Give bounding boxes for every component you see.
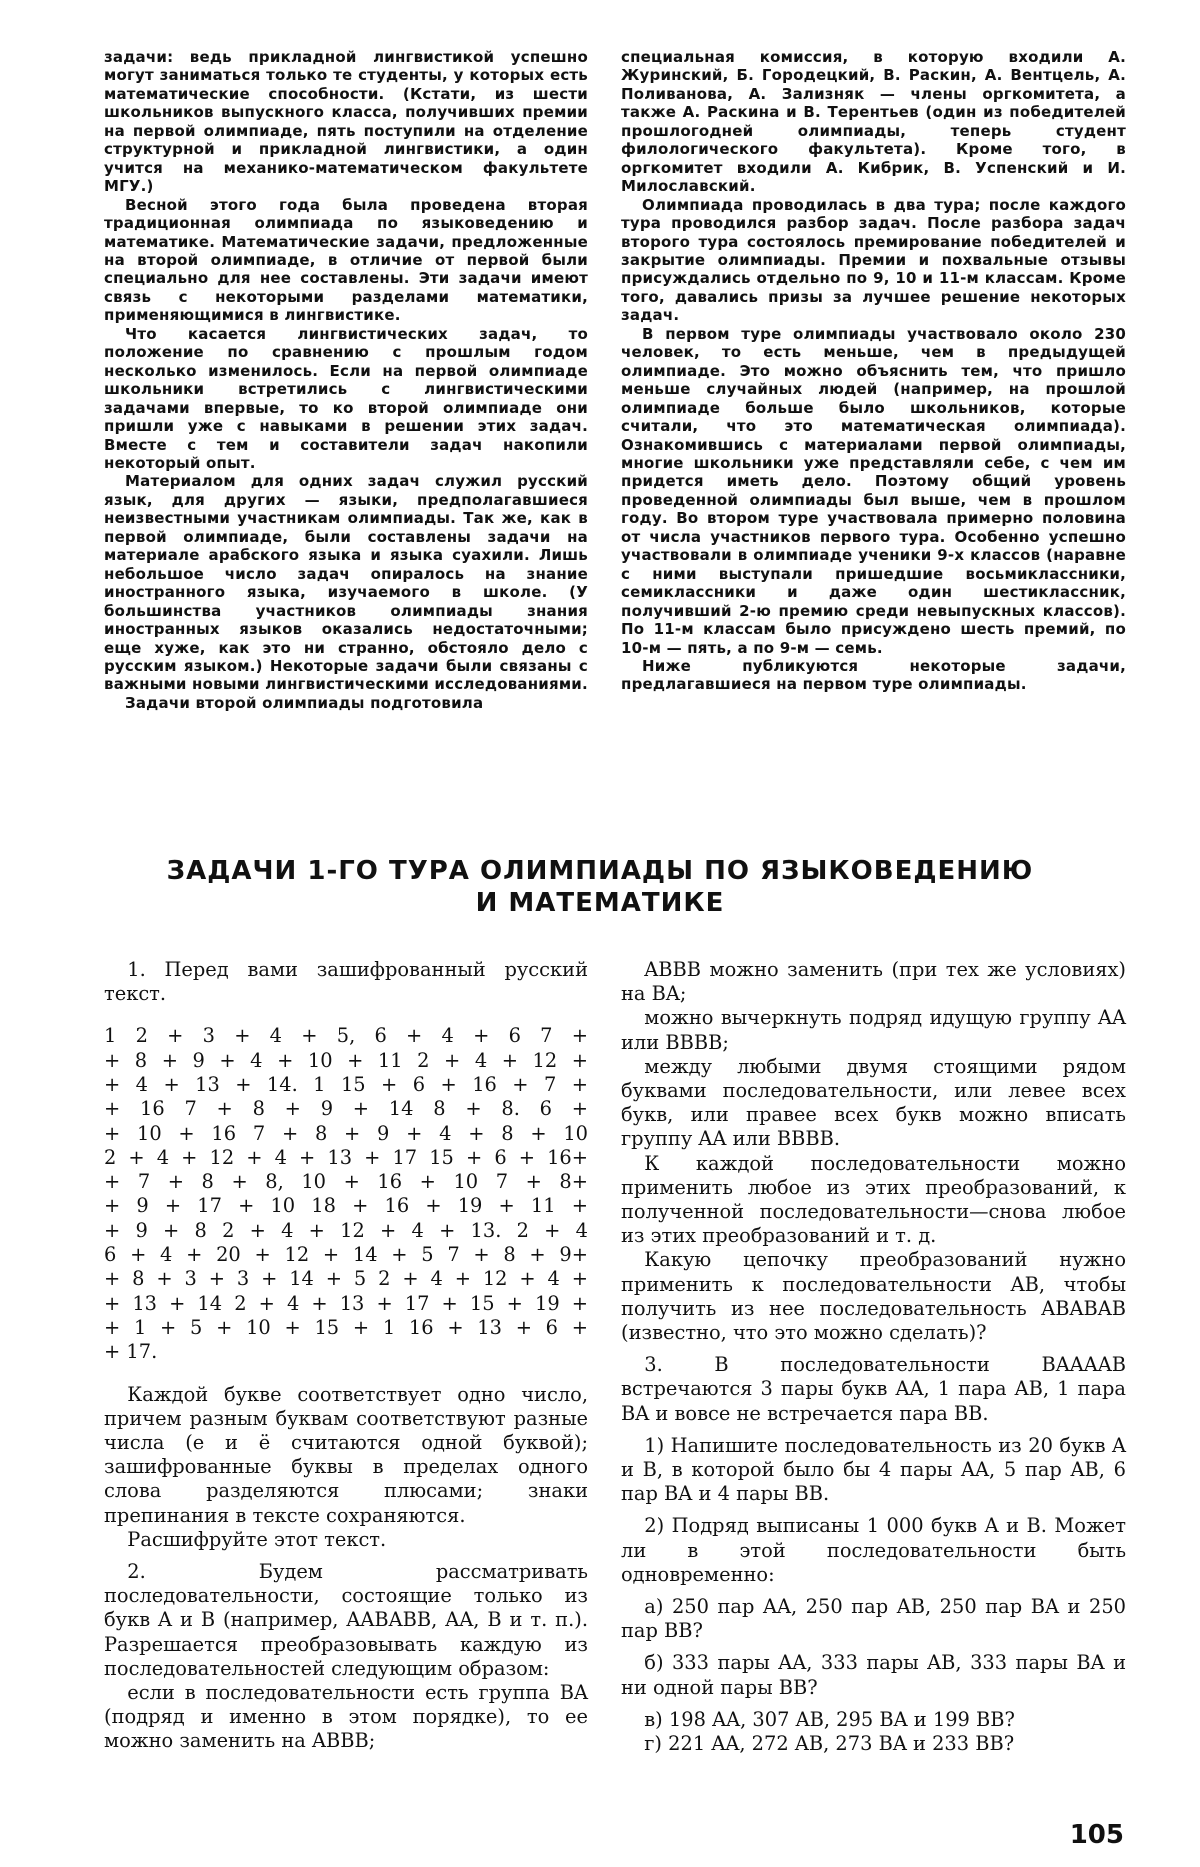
cipher-line: + 9 + 17 + 10 18 + 16 + 19 + 11 + — [104, 1194, 588, 1218]
task2-rule-4: между любыми двумя стоящими рядом буквами последовательности, или левее всех букв, или правее всех букв можно вписать группу AA или BBBB. — [621, 1054, 1126, 1151]
task1-question: Расшифруйте этот текст. — [127, 1527, 387, 1551]
intro-paragraph: Ниже публикуются некоторые задачи, предлагавшиеся на первом туре олимпиады. — [621, 656, 1126, 694]
intro-left-column — [104, 48, 588, 712]
intro-paragraph: задачи: ведь прикладной лингвистикой успешно могут заниматься только те студенты, у которых есть математические способности. (Кстати, из шести школьников выпускного класса, получивших премии на первой олимпиаде, пять поступили на отделение структурной и прикладной лингвистики, а один учится на механико-математическом факультете МГУ.) — [104, 48, 588, 196]
task1-rule: Каждой букве соответствует одно число, причем разным буквам соответствуют разные числа (е и ё считаются одной буквой); зашифрованные буквы в пределах одного слова разделяются плюсами; знаки препинания в тексте сохраняются. — [104, 1382, 588, 1527]
cipher-line: 6 + 4 + 20 + 12 + 14 + 5 7 + 8 + 9+ — [104, 1243, 588, 1267]
task2-rule-3: можно вычеркнуть подряд идущую группу AA или BBBB; — [621, 1006, 1126, 1054]
section-title — [150, 855, 1050, 919]
cipher-line: + 4 + 13 + 14. 1 15 + 6 + 16 + 7 + — [104, 1073, 588, 1096]
task3-option-c: в) 198 AA, 307 AB, 295 BA и 199 BB? — [644, 1707, 1015, 1731]
intro-paragraph: В первом туре олимпиады участвовало около 230 человек, то есть меньше, чем в предыдущей олимпиаде. Это можно объяснить тем, что пришло меньше случайных людей (например, на прошлой олимпиаде больше было школьников, которые считали, что это математическая олимпиада). Ознакомившись с материалами первой олимпиады, многие школьники уже представляли себе, с чем им придется иметь дело. Поэтому общий уровень проведенной олимпиады был выше, чем в прошлом году. Во втором туре участвовала примерно половина от числа участников первого тура. Особенно успешно участвовали в олимпиаде ученики 9-х классов (наравне с ними выступали пришедшие восьмиклассники, семиклассники и даже один шестиклассник, получивший 2-ю премию среди невыпускных классов). По 11-м классам было присуждено шесть премий, по 10-м — пять, а по 9-м — семь. — [621, 324, 1126, 657]
cipher-line: + 8 + 9 + 4 + 10 + 11 2 + 4 + 12 + — [104, 1048, 588, 1072]
cipher-line: + 10 + 16 7 + 8 + 9 + 4 + 8 + 10 — [104, 1121, 588, 1145]
intro-right-column — [621, 48, 1126, 694]
intro-paragraph: Материалом для одних задач служил русский язык, для других — языки, предполагавшиеся неизвестными участникам олимпиады. Так же, как в первой олимпиаде, были составлены задачи на материале арабского языка и языка суахили. Лишь небольшое число задач опиралось на знание иностранного языка, изучаемого в школе. (У большинства участников олимпиады знания иностранных языков оказались недостаточными; еще хуже, как это ни странно, обстояло дело с русским языком.) Некоторые задачи были связаны с важными новыми лингвистическими исследованиями. — [104, 472, 588, 694]
tasks-left-column — [104, 958, 588, 1754]
intro-paragraph: Задачи второй олимпиады подготовила — [125, 693, 484, 712]
task2-intro: 2. Будем рассматривать последовательности, состоящие только из букв A и B (например, AABABB, AA, B и т. п.). Разрешается преобразовывать каждую из последовательностей следующим образом: — [104, 1559, 588, 1680]
section-title-line-1: ЗАДАЧИ 1-ГО ТУРА ОЛИМПИАДЫ ПО ЯЗЫКОВЕДЕНИЮ — [166, 856, 1034, 886]
cipher-line: + 16 7 + 8 + 9 + 14 8 + 8. 6 + — [104, 1097, 588, 1121]
intro-paragraph: Что касается лингвистических задач, то положение по сравнению с прошлым годом несколько изменилось. Если на первой олимпиаде школьники встретились с лингвистическими задачами впервые, то ко второй олимпиаде они пришли уже с навыками в решении этих задач. Вместе с тем и составители задач накопили некоторый опыт. — [104, 324, 588, 472]
task3-question-2: 2) Подряд выписаны 1 000 букв A и B. Может ли в этой последовательности быть одновременно: — [621, 1514, 1126, 1586]
cipher-line: 1 2 + 3 + 4 + 5, 6 + 4 + 6 7 + — [104, 1024, 588, 1048]
intro-paragraph: Олимпиада проводилась в два тура; после каждого тура проводился разбор задач. После разбора задач второго тура состоялось премирование победителей и закрытие олимпиады. Премии и похвальные отзывы присуждались отдельно по 9, 10 и 11-м классам. Кроме того, давались призы за лучшее решение некоторых задач. — [621, 195, 1126, 325]
task2-rule-2: ABBB можно заменить (при тех же условиях) на BA; — [621, 958, 1126, 1006]
cipher-line: + 13 + 14 2 + 4 + 13 + 17 + 15 + 19 + — [104, 1291, 588, 1315]
cipher-text — [104, 1024, 588, 1364]
intro-paragraph: Весной этого года была проведена вторая традиционная олимпиада по языковедению и математике. Математические задачи, предложенные на второй олимпиаде, в отличие от первой были специально для нее составлены. Эти задачи имеют связь с некоторыми разделами математики, применяющимися в лингвистике. — [104, 195, 588, 325]
task3-question-1: 1) Напишите последовательность из 20 букв A и B, в которой было бы 4 пары AA, 5 пар AB, 6 пар BA и 4 пары BB. — [621, 1433, 1126, 1506]
task3-option-b: б) 333 пары AA, 333 пары AB, 333 пары BA и ни одной пары BB? — [621, 1651, 1126, 1699]
task2-apply: К каждой последовательности можно применить любое из этих преобразований, к полученной последовательности—снова любое из этих преобразований и т. д. — [621, 1151, 1126, 1248]
page-number: 105 — [1069, 1820, 1124, 1850]
task2-rule-1: если в последовательности есть группа BA (подряд и именно в этом порядке), то ее можно заменить на ABBB; — [104, 1681, 588, 1753]
intro-paragraph: специальная комиссия, в которую входили А. Журинский, Б. Городецкий, В. Раскин, А. Вентцель, А. Поливанова, А. Зализняк — члены оргкомитета, а также А. Раскина и В. Терентьев (один из победителей прошлогодней олимпиады, теперь студент филологического факультета). Кроме того, в оргкомитет входили А. Кибрик, В. Успенский и И. Милославский. — [621, 48, 1126, 196]
cipher-line: 2 + 4 + 12 + 4 + 13 + 17 15 + 6 + 16+ — [104, 1145, 588, 1169]
tasks-right-column — [621, 958, 1126, 1764]
task1-intro: 1. Перед вами зашифрованный русский текст. — [104, 958, 588, 1006]
cipher-line: + 17. — [104, 1340, 158, 1364]
task2-question: Какую цепочку преобразований нужно применить к последовательности AB, чтобы получить из нее последовательность ABABAB (известно, что это можно сделать)? — [621, 1248, 1126, 1345]
cipher-line: + 1 + 5 + 10 + 15 + 1 16 + 13 + 6 + — [104, 1315, 588, 1339]
task3-option-d: г) 221 AA, 272 AB, 273 BA и 233 BB? — [644, 1732, 1015, 1756]
section-title-line-2: И МАТЕМАТИКЕ — [475, 888, 725, 918]
cipher-line: + 9 + 8 2 + 4 + 12 + 4 + 13. 2 + 4 — [104, 1218, 588, 1242]
task3-option-a: а) 250 пар AA, 250 пар AB, 250 пар BA и 250 пар BB? — [621, 1595, 1126, 1643]
cipher-line: + 8 + 3 + 3 + 14 + 5 2 + 4 + 12 + 4 + — [104, 1267, 588, 1291]
cipher-line: + 7 + 8 + 8, 10 + 16 + 10 7 + 8+ — [104, 1170, 588, 1194]
task3-intro: 3. В последовательности BAAAAB встречаются 3 пары букв AA, 1 пара AB, 1 пара BA и вовсе не встречается пара BB. — [621, 1353, 1126, 1425]
